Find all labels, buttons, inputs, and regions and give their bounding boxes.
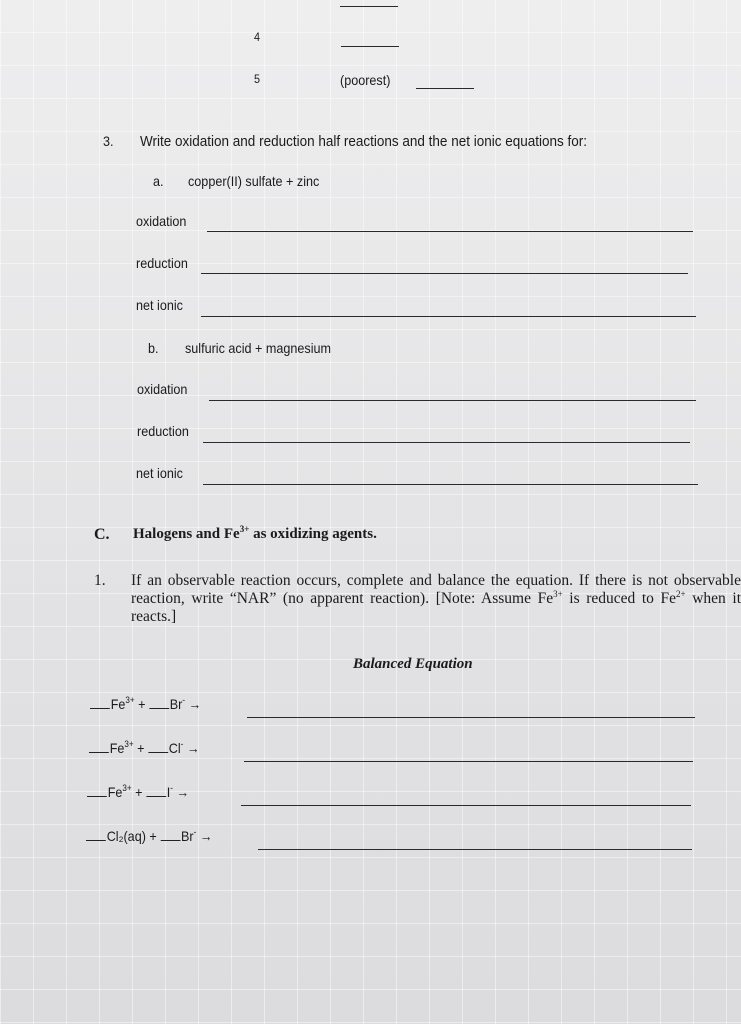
equation-row-fe-i	[87, 784, 189, 800]
item-1-text-3: when it reacts.]	[131, 590, 741, 625]
arrow-icon: →	[185, 696, 202, 712]
section-c-title	[133, 526, 377, 543]
equation-answer-blank[interactable]	[244, 761, 693, 762]
reactant-1-charge: 3+	[124, 739, 134, 749]
reactant-2: Br	[169, 696, 183, 712]
rank-blank-4[interactable]	[341, 46, 399, 47]
arrow-icon: →	[172, 784, 190, 800]
reactant-2: Br	[180, 828, 194, 844]
reactant-2: I	[166, 784, 171, 800]
plus-sign: +	[133, 740, 149, 756]
plus-sign: +	[145, 828, 161, 844]
reactant-1: Fe	[110, 696, 126, 712]
question-3-number: 3.	[103, 133, 114, 149]
poorest-label: (poorest)	[340, 72, 391, 88]
part-a-net-ionic-label: net ionic	[136, 297, 183, 313]
part-a-reduction-blank[interactable]	[201, 273, 688, 274]
equation-row-fe-cl	[89, 740, 199, 756]
arrow-icon: →	[183, 740, 200, 756]
part-b-reduction-label: reduction	[137, 423, 189, 439]
part-a-reactants: copper(II) sulfate + zinc	[188, 173, 320, 189]
reactant-1-charge: 3+	[125, 695, 135, 705]
equation-answer-blank[interactable]	[247, 717, 695, 718]
part-b-net-ionic-label: net ionic	[136, 465, 183, 481]
coefficient-blank[interactable]	[90, 708, 110, 709]
reactant-2-charge: -	[182, 695, 186, 705]
reactant-1: Fe	[109, 740, 125, 756]
item-1-text-2: is reduced to Fe	[562, 590, 677, 607]
coefficient-blank[interactable]	[160, 840, 180, 841]
reactant-1: Fe	[107, 784, 123, 800]
section-c-title-post: as oxidizing agents.	[249, 526, 377, 542]
part-b-reduction-blank[interactable]	[203, 442, 690, 443]
coefficient-blank[interactable]	[149, 708, 169, 709]
rank-blank-5[interactable]	[416, 88, 474, 89]
part-a-reduction-label: reduction	[136, 255, 188, 271]
item-1-sup-1: 3+	[553, 589, 563, 599]
section-c-title-sup: 3+	[239, 524, 250, 534]
rank-blank-3[interactable]	[340, 6, 398, 7]
reactant-1: Cl₂(aq)	[106, 828, 146, 844]
part-a-net-ionic-blank[interactable]	[201, 316, 696, 317]
section-c-title-pre: Halogens and Fe	[133, 526, 240, 542]
part-a-oxidation-blank[interactable]	[207, 231, 693, 232]
part-b-net-ionic-blank[interactable]	[203, 484, 698, 485]
reactant-2-charge: -	[193, 827, 197, 837]
balanced-equation-heading: Balanced Equation	[353, 656, 473, 672]
rank-number-5: 5	[254, 72, 261, 86]
question-3-prompt: Write oxidation and reduction half reactions and the net ionic equations for:	[140, 133, 588, 150]
reactant-2-charge: -	[170, 783, 173, 793]
equation-row-cl2-br	[86, 828, 212, 844]
equation-answer-blank[interactable]	[241, 805, 691, 806]
coefficient-blank[interactable]	[148, 752, 168, 753]
section-c-letter: C.	[94, 526, 110, 543]
item-1-text-1: If an observable reaction occurs, complete and balance the equation. If there is not observable reaction, write “NAR” (no apparent reaction). [Note: Assume Fe	[131, 572, 741, 607]
part-b-letter: b.	[148, 340, 159, 356]
coefficient-blank[interactable]	[87, 796, 107, 797]
rank-number-4: 4	[254, 30, 261, 44]
part-b-oxidation-label: oxidation	[137, 381, 188, 397]
part-b-reactants: sulfuric acid + magnesium	[185, 340, 332, 356]
part-a-oxidation-label: oxidation	[136, 213, 187, 229]
plus-sign: +	[131, 784, 147, 800]
plus-sign: +	[134, 696, 150, 712]
item-1-instructions	[131, 572, 741, 626]
item-1-number: 1.	[94, 572, 106, 589]
reactant-1-charge: 3+	[122, 783, 132, 793]
equation-answer-blank[interactable]	[258, 849, 692, 850]
coefficient-blank[interactable]	[146, 796, 166, 797]
part-a-letter: a.	[153, 173, 164, 189]
reactant-2: Cl	[168, 740, 181, 756]
reactant-2-charge: -	[180, 739, 184, 749]
item-1-sup-2: 2+	[676, 589, 686, 599]
coefficient-blank[interactable]	[89, 752, 109, 753]
part-b-oxidation-blank[interactable]	[209, 400, 696, 401]
coefficient-blank[interactable]	[86, 840, 106, 841]
arrow-icon: →	[196, 828, 213, 844]
equation-row-fe-br	[90, 696, 201, 712]
